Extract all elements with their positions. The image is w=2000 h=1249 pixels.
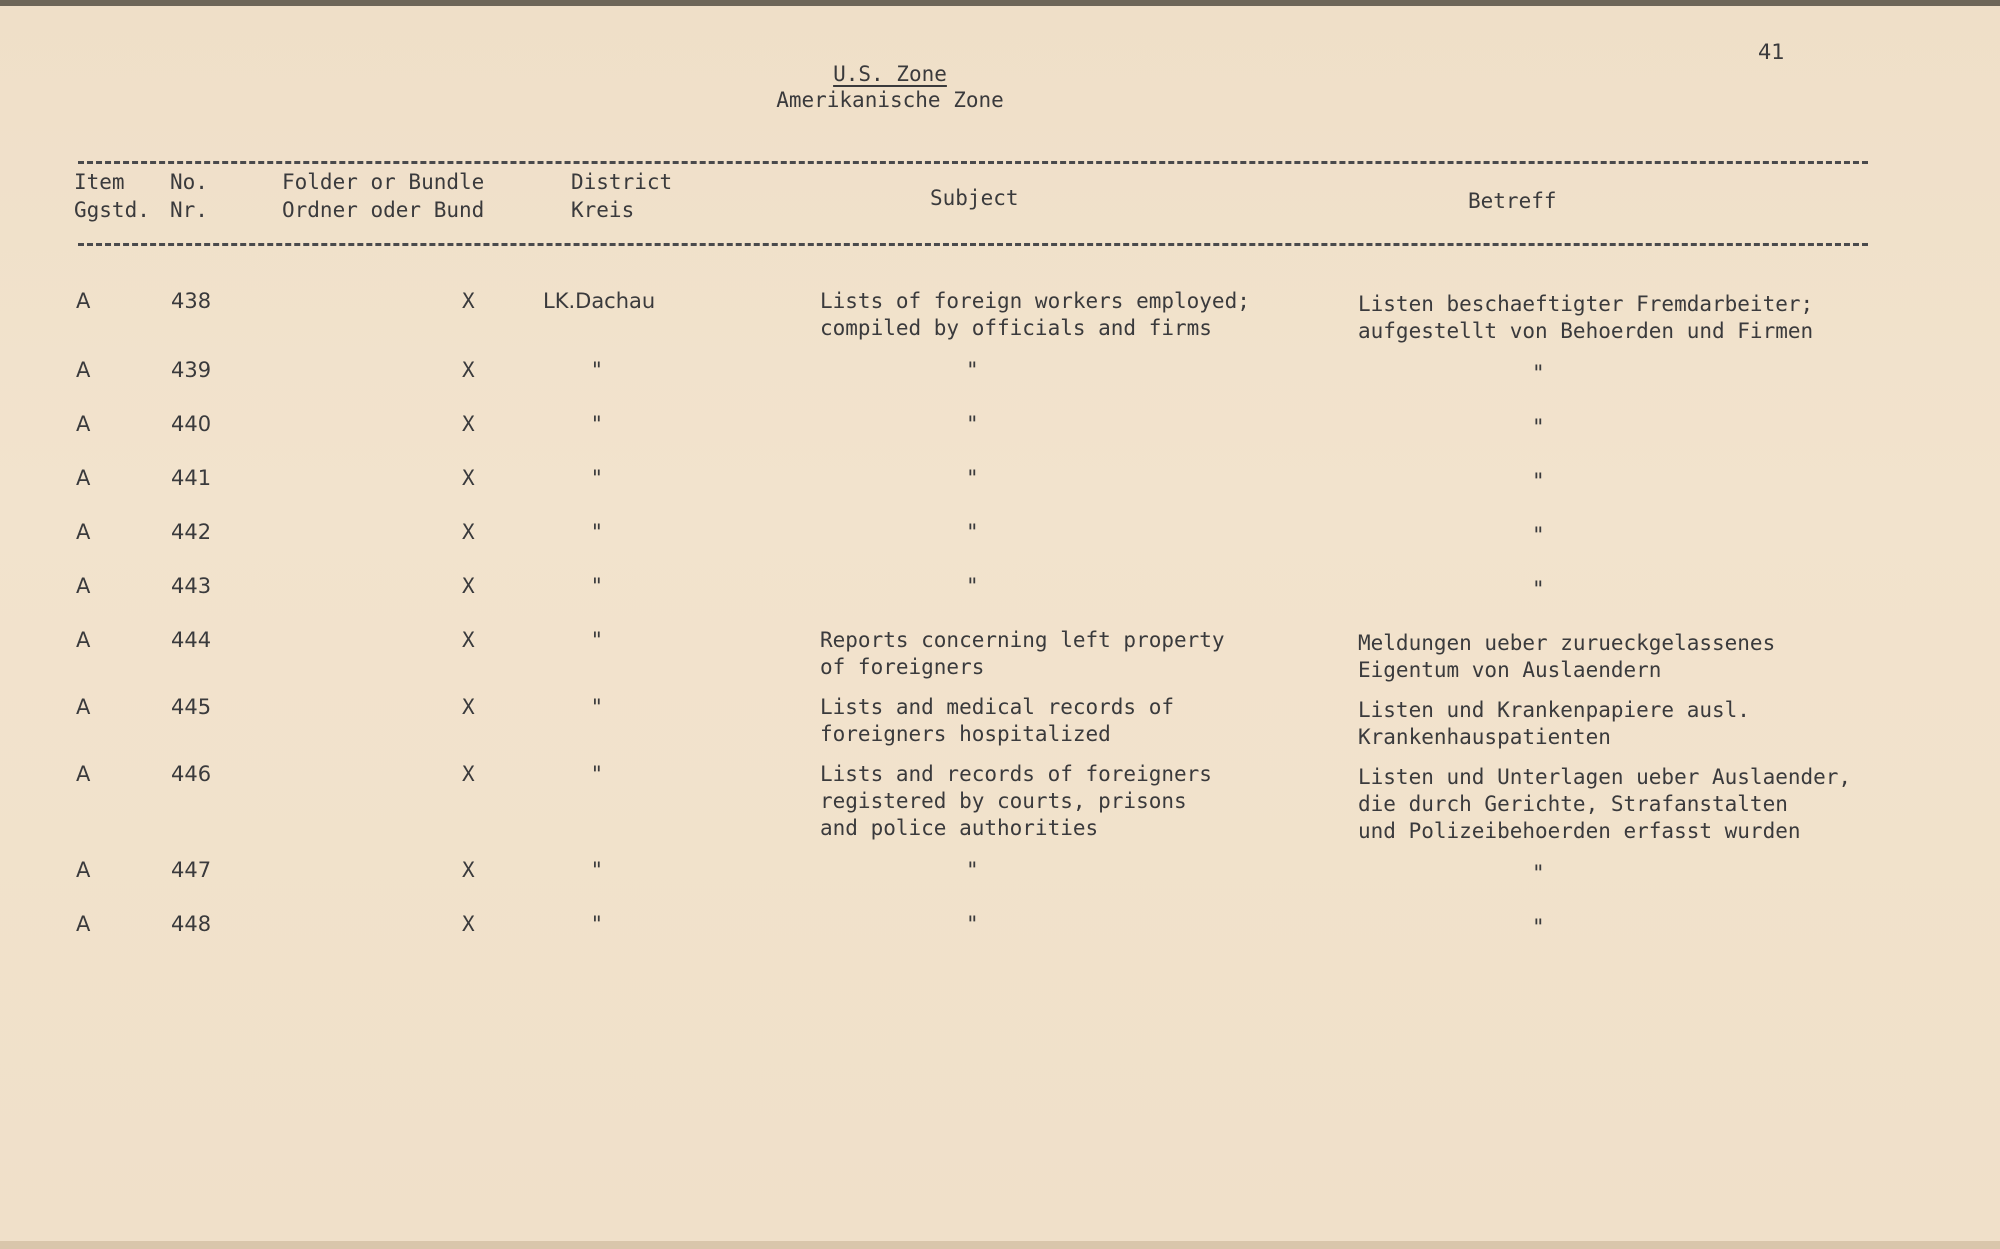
cell-district: LK.Dachau (543, 289, 656, 313)
cell-district: " (592, 695, 602, 719)
cell-item: A (76, 628, 91, 652)
cell-item: A (76, 574, 91, 598)
header-item (74, 168, 150, 224)
cell-subject: " (966, 358, 979, 382)
cell-no: 446 (171, 762, 212, 786)
cell-no: 440 (171, 412, 212, 436)
page-top-edge (0, 0, 2000, 6)
cell-district: " (592, 412, 602, 436)
cell-folder: X (462, 358, 475, 382)
cell-folder: X (462, 858, 475, 882)
zone-title: U.S. Zone (833, 62, 947, 86)
cell-no: 443 (171, 574, 212, 598)
cell-item: A (76, 858, 91, 882)
cell-no: 438 (171, 289, 212, 313)
cell-item: A (76, 695, 91, 719)
header-district (571, 168, 672, 224)
cell-no: 447 (171, 858, 212, 882)
cell-subject: Lists of foreign workers employed; compiled by officials and firms (820, 289, 1250, 340)
cell-district: " (592, 858, 602, 882)
cell-district: " (592, 912, 602, 936)
cell-betreff: Listen und Krankenpapiere ausl. Krankenhauspatienten (1358, 698, 1750, 749)
cell-folder: X (462, 762, 475, 786)
cell-betreff: " (1532, 915, 1545, 939)
cell-district: " (592, 574, 602, 598)
page-bottom-edge (0, 1241, 2000, 1249)
header-betreff: Betreff (1468, 189, 1557, 213)
cell-no: 448 (171, 912, 212, 936)
cell-betreff: " (1532, 361, 1545, 385)
cell-folder: X (462, 695, 475, 719)
header-folder-de: Ordner oder Bund (282, 198, 485, 222)
header-no-en: No. (170, 170, 208, 194)
cell-item: A (76, 762, 91, 786)
zone-subtitle: Amerikanische Zone (776, 88, 1004, 112)
page-number: 41 (1758, 40, 1785, 64)
cell-subject: " (966, 574, 979, 598)
cell-no: 444 (171, 628, 212, 652)
cell-subject: " (966, 466, 979, 490)
cell-no: 439 (171, 358, 212, 382)
cell-no: 441 (171, 466, 212, 490)
cell-betreff: Listen und Unterlagen ueber Auslaender, die durch Gerichte, Strafanstalten und Polizeibehoerden erfasst wurden (1358, 765, 1852, 843)
cell-item: A (76, 520, 91, 544)
cell-item: A (76, 358, 91, 382)
cell-item: A (76, 912, 91, 936)
cell-subject: Lists and medical records of foreigners hospitalized (820, 695, 1175, 746)
cell-betreff: " (1532, 415, 1545, 439)
header-no (170, 168, 208, 224)
cell-subject: " (966, 912, 979, 936)
cell-betreff: " (1532, 523, 1545, 547)
cell-folder: X (462, 289, 475, 313)
cell-folder: X (462, 912, 475, 936)
cell-subject: Reports concerning left property of foreigners (820, 628, 1225, 679)
cell-folder: X (462, 412, 475, 436)
header-item-en: Item (74, 170, 125, 194)
cell-item: A (76, 289, 91, 313)
header-district-de: Kreis (571, 198, 635, 222)
cell-folder: X (462, 520, 475, 544)
cell-subject: " (966, 520, 979, 544)
header-divider-bottom (78, 243, 1868, 246)
cell-item: A (76, 412, 91, 436)
cell-subject: Lists and records of foreigners registered by courts, prisons and police authorities (820, 762, 1212, 840)
cell-district: " (592, 762, 602, 786)
cell-folder: X (462, 466, 475, 490)
header-subject: Subject (930, 186, 1019, 210)
cell-subject: " (966, 858, 979, 882)
header-no-de: Nr. (170, 198, 208, 222)
header-folder (282, 168, 484, 224)
header-folder-en: Folder or Bundle (282, 170, 485, 194)
cell-betreff: Listen beschaeftigter Fremdarbeiter; aufgestellt von Behoerden und Firmen (1358, 292, 1814, 343)
cell-district: " (592, 628, 602, 652)
cell-betreff: " (1532, 861, 1545, 885)
header-item-de: Ggstd. (74, 198, 150, 222)
cell-no: 445 (171, 695, 212, 719)
cell-no: 442 (171, 520, 212, 544)
cell-district: " (592, 466, 602, 490)
cell-item: A (76, 466, 91, 490)
cell-subject: " (966, 412, 979, 436)
cell-folder: X (462, 574, 475, 598)
header-divider-top (78, 161, 1868, 164)
cell-betreff: " (1532, 577, 1545, 601)
cell-folder: X (462, 628, 475, 652)
cell-district: " (592, 520, 602, 544)
cell-district: " (592, 358, 602, 382)
cell-betreff: " (1532, 469, 1545, 493)
cell-betreff: Meldungen ueber zurueckgelassenes Eigentum von Auslaendern (1358, 631, 1776, 682)
header-district-en: District (571, 170, 673, 194)
